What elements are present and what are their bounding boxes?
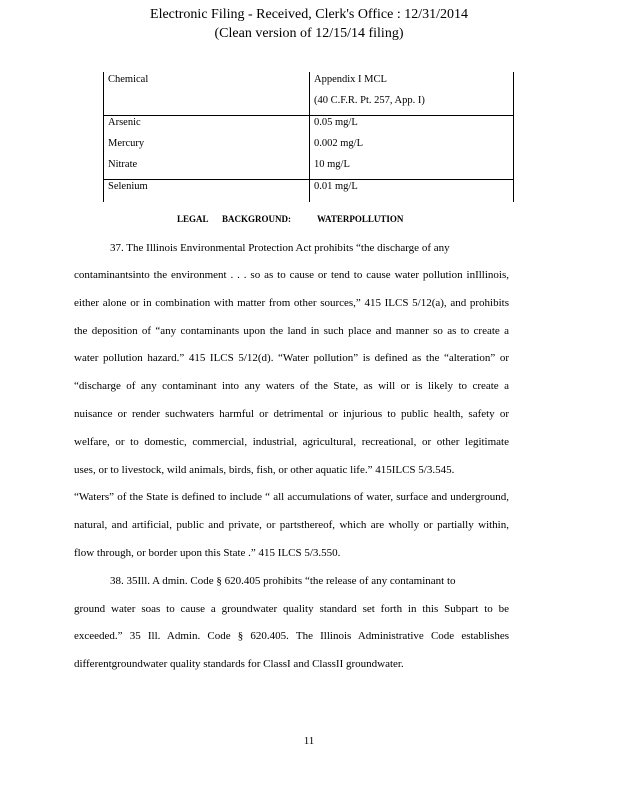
table-cell-mcl: 0.01 mg/L (314, 181, 358, 192)
table-cell-mcl: 0.002 mg/L (314, 138, 363, 149)
table-cell-chemical: Selenium (108, 181, 148, 192)
table-cell-chemical: Arsenic (108, 117, 141, 128)
section-heading-word: LEGAL (177, 214, 209, 224)
paragraph-37-line: natural, and artificial, public and private, or partsthereof, which are wholly or partially within, (74, 519, 509, 531)
paragraph-37-line: uses, or to livestock, wild animals, birds, fish, or other aquatic life.” 415ILCS 5/3.545. (74, 464, 455, 476)
filing-stamp-line-1: Electronic Filing - Received, Clerk's Office : 12/31/2014 (150, 7, 468, 22)
table-cell-mcl: 10 mg/L (314, 159, 350, 170)
table-column-divider (309, 72, 310, 202)
paragraph-37-line: contaminantsinto the environment . . . so as to cause or tend to cause water pollution inIllinois, (74, 269, 509, 281)
paragraph-37-line: welfare, or to domestic, commercial, industrial, agricultural, recreational, or other legitimate (74, 436, 509, 448)
paragraph-37-line: either alone or in combination with matter from other sources,” 415 ILCS 5/12(a), and prohibits (74, 297, 509, 309)
table-header-mcl-citation: (40 C.F.R. Pt. 257, App. I) (314, 95, 425, 106)
paragraph-37-line: “Waters” of the State is defined to include “ all accumulations of water, surface and underground, (74, 491, 509, 503)
table-header-divider (103, 115, 514, 116)
paragraph-37-line: 37. The Illinois Environmental Protection Act prohibits “the discharge of any (110, 242, 450, 254)
paragraph-37-line: the deposition of “any contaminants upon the land in such place and manner so as to create a (74, 325, 509, 337)
paragraph-38-line: exceeded.” 35 Ill. Admin. Code § 620.405. The Illinois Administrative Code establishes (74, 630, 509, 642)
page-number: 11 (303, 735, 315, 747)
table-row-divider (103, 179, 514, 180)
table-cell-chemical: Nitrate (108, 159, 138, 170)
table-header-chemical: Chemical (108, 74, 149, 85)
paragraph-38-line: 38. 35Ill. A dmin. Code § 620.405 prohibits “the release of any contaminant to (110, 575, 456, 587)
paragraph-38-line: ground water soas to cause a groundwater quality standard set forth in this Subpart to be (74, 603, 509, 615)
table-left-border (103, 72, 104, 202)
paragraph-37-line: “discharge of any contaminant into any waters of the State, as will or is likely to create a (74, 380, 509, 392)
table-header-mcl: Appendix I MCL (314, 74, 387, 85)
mcl-table (103, 72, 514, 202)
paragraph-38-line: differentgroundwater quality standards for ClassI and ClassII groundwater. (74, 658, 404, 670)
section-heading-word: WATERPOLLUTION (317, 214, 404, 224)
table-right-border (513, 72, 514, 202)
section-heading-word: BACKGROUND: (222, 214, 291, 224)
paragraph-37-line: nuisance or render suchwaters harmful or detrimental or injurious to public health, safety or (74, 408, 509, 420)
paragraph-37-line: water pollution hazard.” 415 ILCS 5/12(d). “Water pollution” is defined as the “alteration” or (74, 352, 509, 364)
paragraph-37-line: flow through, or border upon this State .” 415 ILCS 5/3.550. (74, 547, 341, 559)
table-cell-mcl: 0.05 mg/L (314, 117, 358, 128)
table-cell-chemical: Mercury (108, 138, 145, 149)
filing-stamp-line-2: (Clean version of 12/15/14 filing) (214, 26, 404, 41)
